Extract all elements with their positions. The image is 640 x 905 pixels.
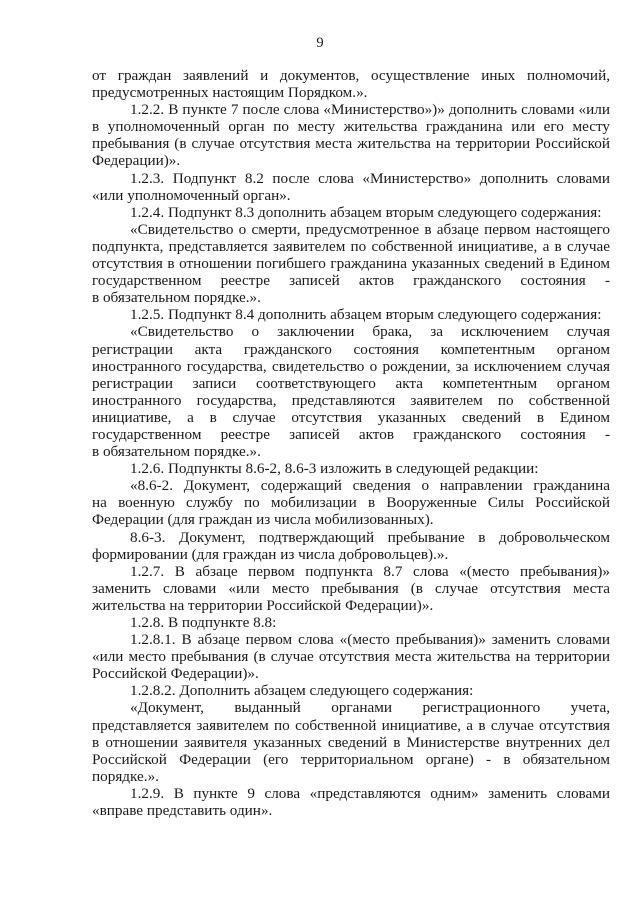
paragraph-line: иностранного государства, свидетельство о рождении, за исключением случая <box>92 357 610 375</box>
paragraph <box>92 204 610 221</box>
paragraph-line: «8.6-2. Документ, содержащий сведения о направлении гражданина <box>130 477 610 495</box>
paragraph-line: отсутствия в отношении погибшего гражданина указанных сведений в Едином <box>92 255 610 273</box>
paragraph-line: от граждан заявлений и документов, осуществление иных полномочий, <box>92 67 610 84</box>
paragraph <box>92 785 610 819</box>
paragraph-line: регистрации акта гражданского состояния компетентным органом <box>92 340 610 358</box>
paragraph-line: государственном реестре записей актов гражданского состояния - <box>92 425 610 443</box>
paragraph-line: 1.2.8.1. В абзаце первом слова «(место пребывания)» заменить словами <box>130 631 610 649</box>
paragraph-line: 1.2.6. Подпункты 8.6-2, 8.6-3 изложить в следующей редакции: <box>130 460 539 478</box>
paragraph-line: 1.2.2. В пункте 7 после слова «Министерство»)» дополнить словами «или <box>130 101 610 119</box>
paragraph-line: Российской Федерации)». <box>92 665 259 683</box>
paragraph <box>92 323 610 460</box>
document-body <box>92 67 610 819</box>
paragraph-line: представляется заявителем по собственной инициативе, а в случае отсутствия <box>92 716 610 734</box>
paragraph-line: в обязательном порядке.». <box>92 289 261 307</box>
paragraph-line: «или уполномоченный орган». <box>92 186 291 204</box>
paragraph-line: «или место пребывания (в случае отсутствия места жительства на территории <box>92 648 610 666</box>
paragraph <box>92 67 610 101</box>
paragraph <box>92 460 610 477</box>
paragraph-line: 1.2.9. В пункте 9 слова «представляются одним» заменить словами <box>130 784 610 802</box>
paragraph-line: жительства на территории Российской Федерации)». <box>92 596 434 614</box>
paragraph-line: «вправе представить один». <box>92 802 273 820</box>
paragraph-line: «Документ, выданный органами регистрационного учета, <box>130 699 610 717</box>
paragraph <box>92 563 610 614</box>
paragraph <box>92 477 610 528</box>
paragraph-line: регистрации записи соответствующего акта компетентным органом <box>92 374 610 392</box>
paragraph-line: Российской Федерации (его территориальном органе) - в обязательном <box>92 750 610 768</box>
paragraph <box>92 306 610 323</box>
paragraph-line: государственном реестре записей актов гражданского состояния - <box>92 272 610 290</box>
paragraph <box>92 614 610 631</box>
paragraph-line: в отношении заявителя указанных сведений в Министерстве внутренних дел <box>92 733 610 751</box>
paragraph <box>92 221 610 306</box>
page-number: 9 <box>316 35 324 51</box>
paragraph-line: «Свидетельство о заключении брака, за исключением случая <box>130 323 610 341</box>
paragraph-line: инициативе, а в случае отсутствия указанных сведений в Едином <box>92 408 610 426</box>
paragraph <box>92 699 610 784</box>
paragraph-line: порядке.». <box>92 767 159 785</box>
paragraph <box>92 631 610 682</box>
paragraph <box>92 529 610 563</box>
paragraph-line: подпункта, представляется заявителем по собственной инициативе, а в случае <box>92 237 610 255</box>
paragraph-line: пребывания (в случае отсутствия места жительства на территории Российской <box>92 135 610 153</box>
paragraph-line: предусмотренных настоящим Порядком.». <box>92 84 368 102</box>
paragraph-line: в уполномоченный орган по месту жительства гражданина или его месту <box>92 118 610 136</box>
paragraph-line: иностранного государства, представляются заявителем по собственной <box>92 391 610 409</box>
paragraph-line: 1.2.4. Подпункт 8.3 дополнить абзацем вторым следующего содержания: <box>130 203 602 221</box>
paragraph-line: Федерации)». <box>92 152 181 170</box>
paragraph-line: «Свидетельство о смерти, предусмотренное в абзаце первом настоящего <box>130 220 610 238</box>
paragraph-line: 8.6-3. Документ, подтверждающий пребывание в добровольческом <box>130 528 610 546</box>
paragraph-line: в обязательном порядке.». <box>92 443 261 461</box>
paragraph-line: 1.2.7. В абзаце первом подпункта 8.7 слова «(место пребывания)» <box>130 562 610 580</box>
paragraph <box>92 170 610 204</box>
paragraph-line: заменить словами «или место пребывания (в случае отсутствия места <box>92 579 610 597</box>
paragraph-line: 1.2.5. Подпункт 8.4 дополнить абзацем вторым следующего содержания: <box>130 306 602 324</box>
paragraph-line: Федерации (для граждан из числа мобилизованных). <box>92 511 434 529</box>
paragraph-line: 1.2.3. Подпункт 8.2 после слова «Министерство» дополнить словами <box>130 169 610 187</box>
paragraph <box>92 101 610 169</box>
paragraph-line: формировании (для граждан из числа добровольцев).». <box>92 545 449 563</box>
paragraph <box>92 682 610 699</box>
paragraph-line: 1.2.8.2. Дополнить абзацем следующего содержания: <box>130 682 474 700</box>
paragraph-line: 1.2.8. В подпункте 8.8: <box>130 614 277 631</box>
paragraph-line: на военную службу по мобилизации в Вооруженные Силы Российской <box>92 494 610 512</box>
